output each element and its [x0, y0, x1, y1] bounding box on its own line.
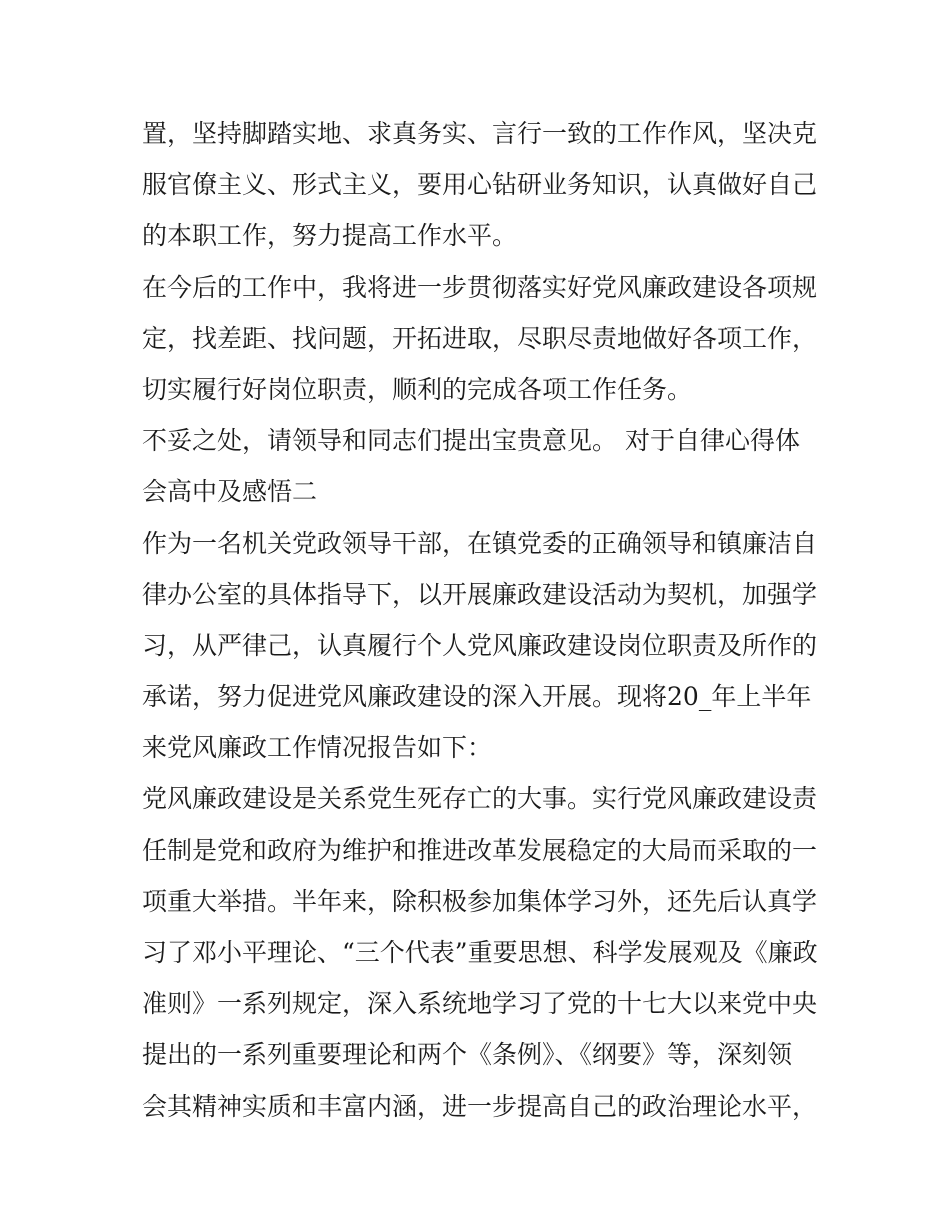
text-line: 党风廉政建设是关系党生死存亡的大事。实行党风廉政建设责 [142, 784, 818, 814]
text-line: 承诺，努力促进党风廉政建设的深入开展。现将20_年上半年 [142, 682, 812, 712]
text-line: 会其精神实质和丰富内涵，进一步提高自己的政治理论水平， [142, 1091, 818, 1121]
text-line: 任制是党和政府为维护和推进改革发展稳定的大局而采取的一 [142, 835, 818, 865]
text-line: 习了邓小平理论、“三个代表”重要思想、科学发展观及《廉政 [142, 938, 818, 967]
text-line: 定，找差距、找问题，开拓进取，尽职尽责地做好各项工作， [142, 323, 818, 353]
body-text [142, 108, 822, 1132]
text-line: 在今后的工作中，我将进一步贯彻落实好党风廉政建设各项规 [142, 272, 818, 302]
text-line: 不妥之处，请领导和同志们提出宝贵意见。 对于自律心得体 [142, 426, 800, 456]
text-line: 习，从严律己，认真履行个人党风廉政建设岗位职责及所作的 [142, 630, 818, 660]
text-line: 切实履行好岗位职责，顺利的完成各项工作任务。 [142, 374, 693, 404]
text-line: 作为一名机关党政领导干部，在镇党委的正确领导和镇廉洁自 [142, 528, 818, 558]
text-line: 会高中及感悟二 [142, 477, 318, 507]
text-line: 置，坚持脚踏实地、求真务实、言行一致的工作作风，坚决克 [142, 119, 818, 148]
text-line: 的本职工作，努力提高工作水平。 [142, 221, 518, 251]
text-line: 服官僚主义、形式主义，要用心钻研业务知识，认真做好自己 [142, 170, 818, 200]
text-line: 提出的一系列重要理论和两个《条例》、《纲要》等，深刻领 [142, 1040, 793, 1070]
text-line: 律办公室的具体指导下，以开展廉政建设活动为契机，加强学 [142, 579, 818, 609]
text-line: 来党风廉政工作情况报告如下： [142, 733, 493, 763]
text-line: 项重大举措。半年来，除积极参加集体学习外，还先后认真学 [142, 886, 818, 916]
text-line: 准则》一系列规定，深入系统地学习了党的十七大以来党中央 [142, 989, 818, 1019]
